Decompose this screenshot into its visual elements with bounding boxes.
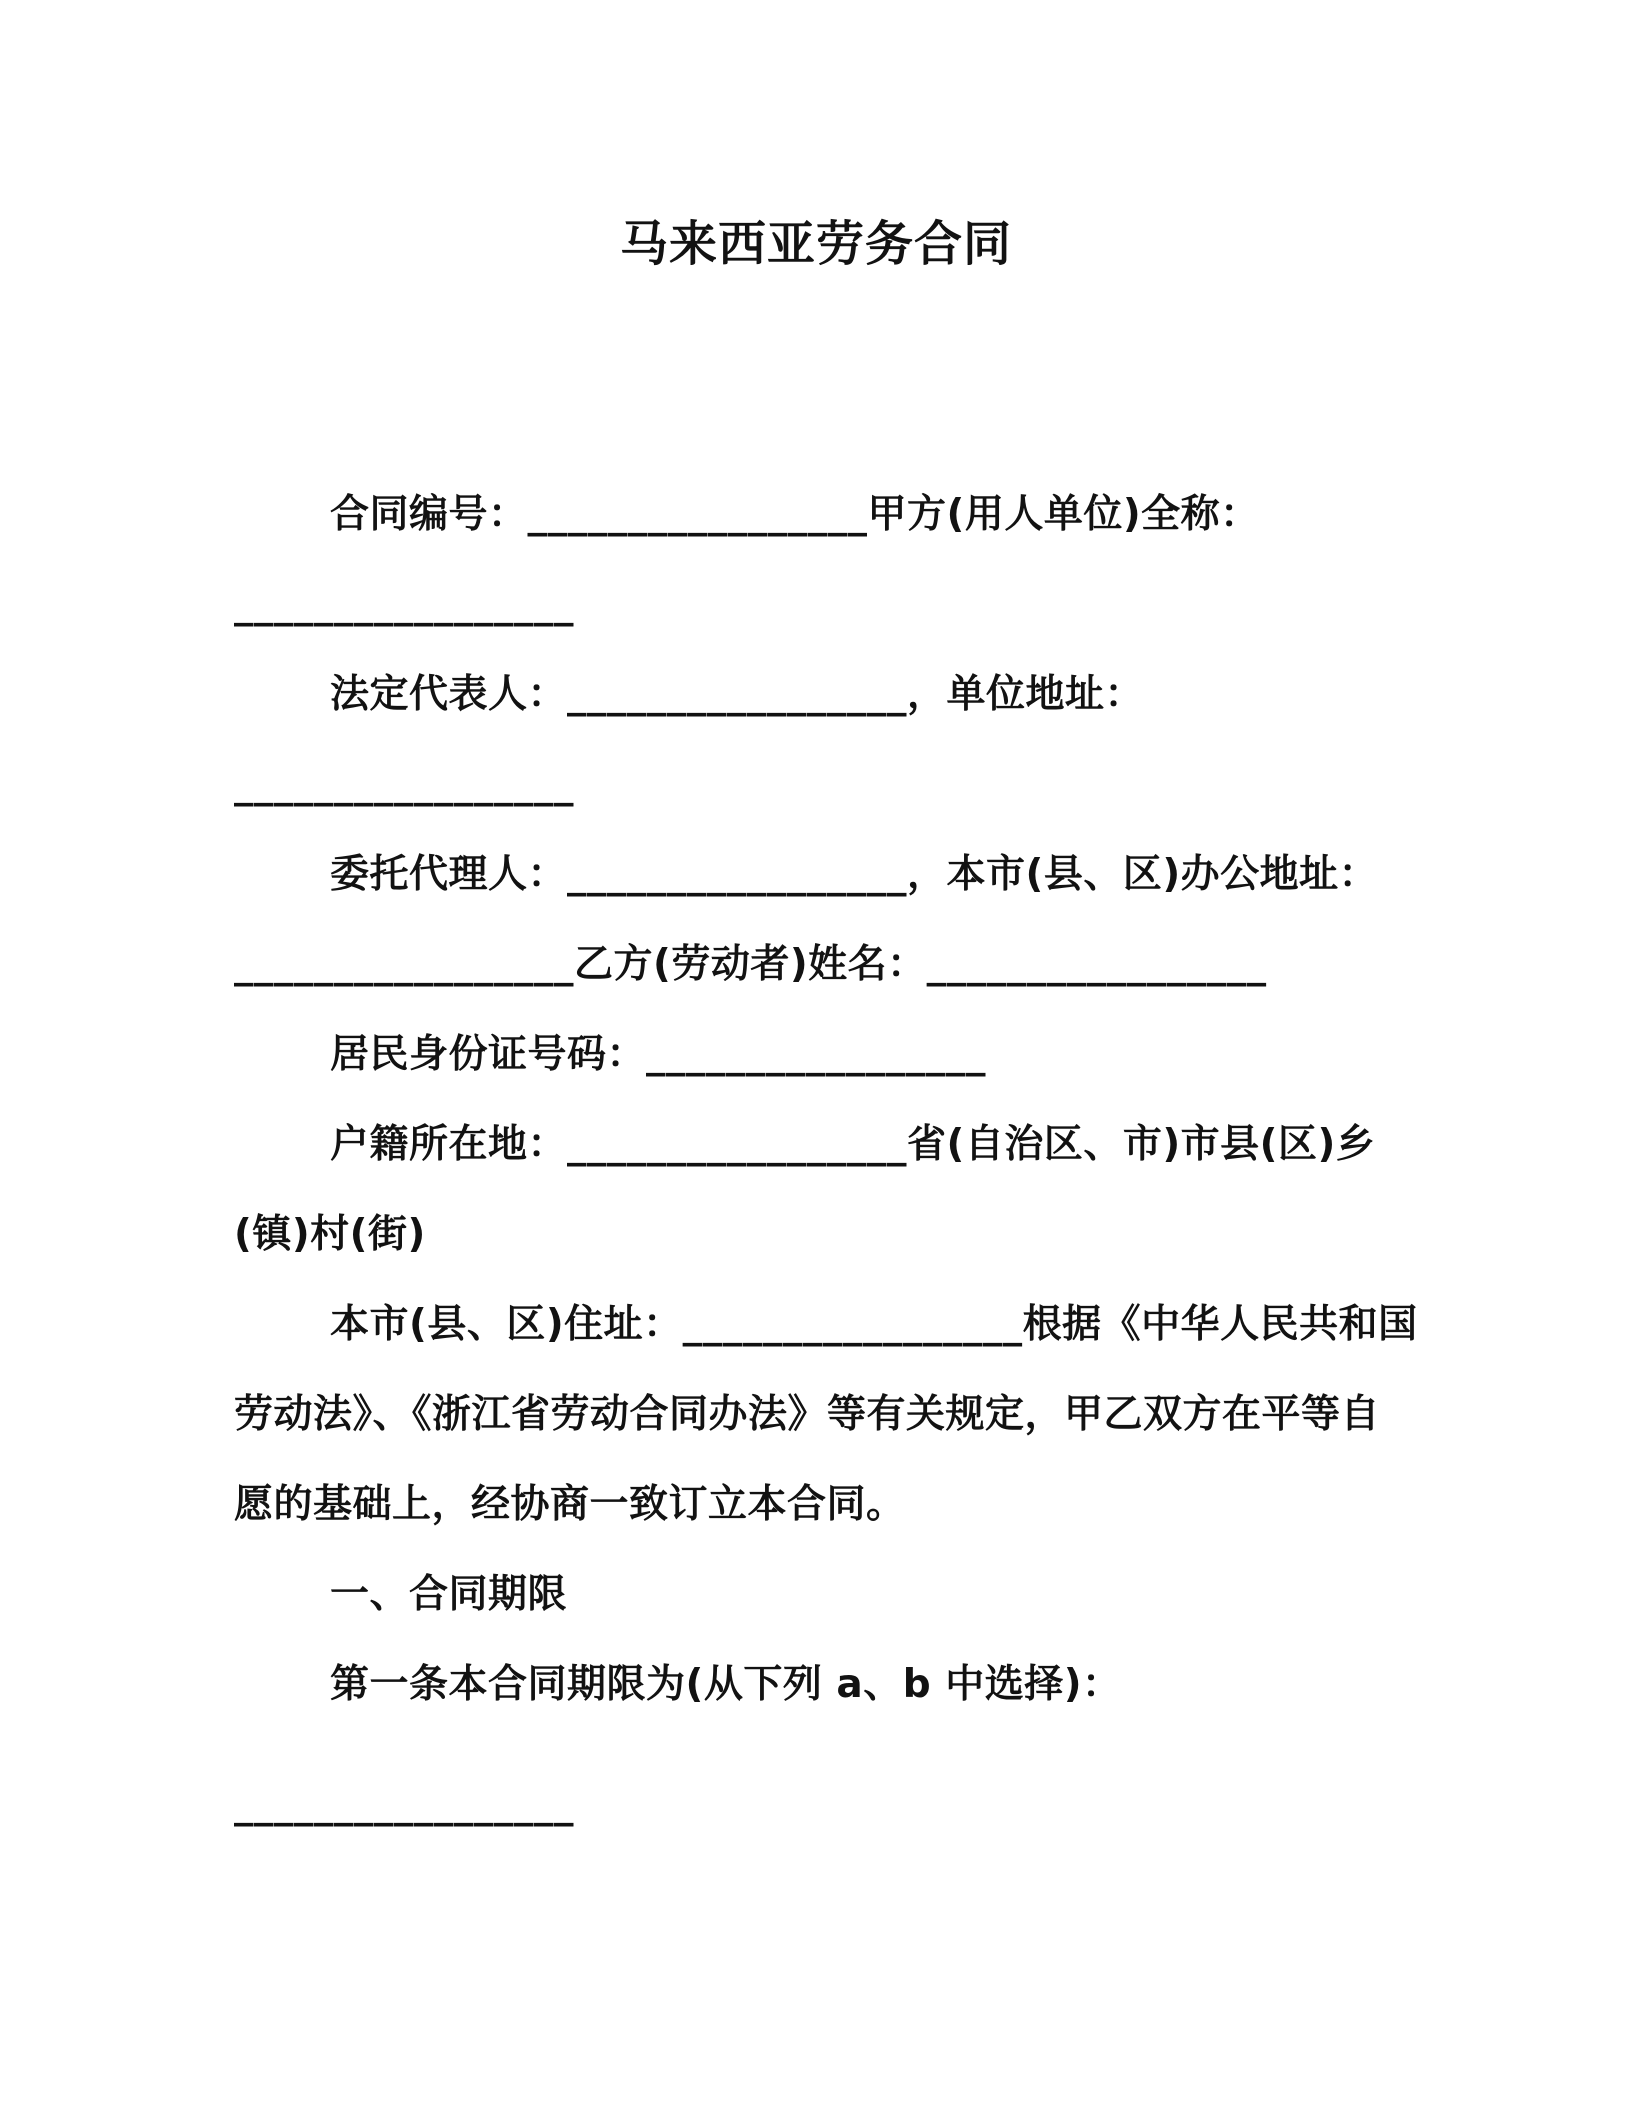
text-line-2: _________________ [234,582,574,627]
document-title: 马来西亚劳务合同 [619,216,1012,272]
text-line-15: _________________ [234,1782,574,1827]
text-line-6: _________________乙方(劳动者)姓名：_________________ [234,942,1267,987]
text-line-3: 法定代表人：_________________，单位地址： [330,672,1145,717]
document-body [234,470,1418,1850]
text-line-13: 一、合同期限 [330,1572,568,1617]
text-line-14: 第一条本合同期限为(从下列 a、b 中选择)： [330,1662,1122,1707]
text-line-1: 合同编号：_________________甲方(用人单位)全称： [330,492,1260,537]
text-line-8: 户籍所在地：_________________省(自治区、市)市县(区)乡 [330,1122,1376,1167]
text-line-11: 劳动法》、《浙江省劳动合同办法》等有关规定，甲乙双方在平等自 [234,1392,1381,1437]
text-line-4: _________________ [234,762,574,807]
text-line-12: 愿的基础上，经协商一致订立本合同。 [234,1482,906,1527]
text-line-9: (镇)村(街) [234,1212,426,1257]
text-line-5: 委托代理人：_________________，本市(县、区)办公地址： [330,852,1379,897]
text-line-10: 本市(县、区)住址：_________________根据《中华人民共和国 [330,1302,1418,1347]
text-line-7: 居民身份证号码：_________________ [330,1032,987,1077]
